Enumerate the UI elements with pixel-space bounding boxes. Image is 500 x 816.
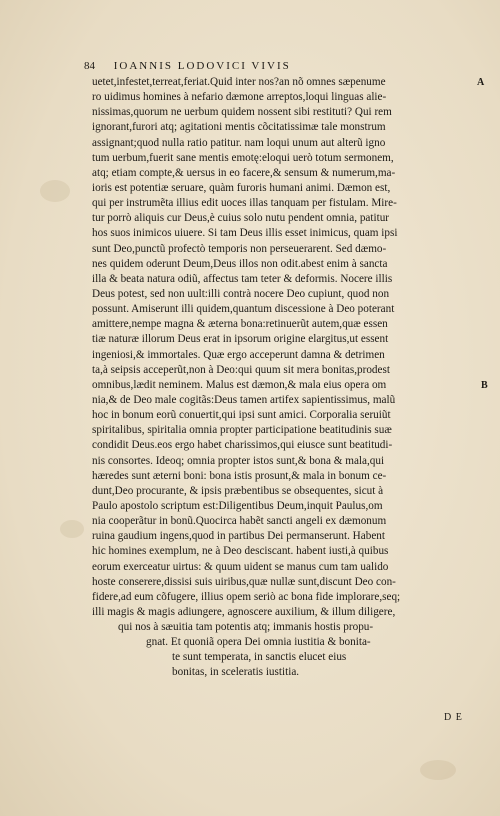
text-line: atq; etiam compte,& uersus in eo facere,& sensum & numerum,ma-: [92, 166, 396, 179]
text-line: ro uidimus homines à nefario dæmone arreptos,loqui linguas alie-: [92, 91, 387, 104]
text-line: ioris est potentiæ seruare, quàm furoris humani animi. Dæmon est,: [92, 181, 391, 194]
text-line: nia cooperãtur in bonũ.Quocirca habẽt sancti angeli ex dæmonum: [92, 515, 387, 528]
text-line: hæredes sunt æterni boni: bona istis prosunt,& mala in bonum ce-: [92, 469, 387, 482]
text-line: te sunt temperata, in sanctis elucet eius: [172, 651, 347, 664]
text-line: ta,à seipsis acceperũt,non à Deo:qui quum sit mera bonitas,prodest: [92, 363, 390, 376]
text-line: tum uerbum,fuerit sane mentis emotę:eloqui uerò totum sermonem,: [92, 151, 394, 164]
text-line: nis consortes. Ideoq; omnia propter istos sunt,& bona & mala,qui: [92, 454, 385, 467]
text-line: illa & beata natura odiũ, affectus tam teter & deformis. Nocere illis: [92, 272, 393, 285]
text-line: spiritalibus, spiritalia omnia propter participatione beatitudinis suæ: [92, 424, 392, 437]
text-line: tiæ naturæ illorum Deus erat in ipsorum origine elargitus,ut essent: [92, 333, 389, 346]
text-line: dunt,Deo procurante, & ipsis præbentibus se obsequentes, sicut à: [92, 484, 384, 497]
text-line: hoste conserere,dissisi suis uiribus,quæ nullæ sunt,discunt Deo con-: [92, 575, 396, 588]
text-line: assignant;quod nulla ratio patitur. nam loqui unum aut alterũ igno: [92, 136, 386, 149]
text-line: hoc in bonum eorũ conuertit,qui ipsi sunt amici. Corporalia seruiũt: [92, 409, 391, 422]
text-line: hos suos inimicos uiuere. Si tam Deus illis esset inimicus, quam ipsi: [92, 227, 398, 240]
text-line: tur porrò aliquis cur Deus,è cuius solo nutu pendent omnia, patitur: [92, 212, 390, 225]
text-line: condidit Deus.eos ergo habet charissimos,qui eiusce sunt beatitudi-: [92, 439, 393, 452]
text-line: nia,& de Deo male cogitãs:Deus tamen artifex sapientissimus, malũ: [92, 393, 396, 406]
text-line: bonitas, in sceleratis iustitia.: [172, 666, 300, 679]
text-line: qui nos à sæuitia tam potentis atq; immanis hostis propu-: [118, 621, 374, 634]
running-title: IOANNIS LODOVICI VIVIS: [113, 60, 291, 72]
text-line: omnibus,lædit neminem. Malus est dæmon,& mala eius opera om: [92, 378, 387, 391]
text-line: nissimas,quorum ne uerbum quidem nossent sibi restituti? Qui rem: [92, 106, 392, 119]
catchword: D E: [444, 712, 463, 723]
text-block: [92, 75, 484, 681]
text-line: hic homines exemplum, ne à Deo desciscant. habent iusti,à quibus: [92, 545, 389, 558]
text-line: ruina gaudium ingens,quod in partibus Dei permanserunt. Habent: [92, 530, 385, 543]
text-line: Deus potest, sed non uult:illi contrà nocere Deo cupiunt, quod non: [92, 287, 390, 300]
running-head: [84, 60, 404, 72]
text-line: fidere,ad eum cõfugere, illius opem seriò ac bona fide implorare,seq;: [92, 590, 401, 603]
margin-note-a: A: [477, 77, 485, 88]
text-line: ingeniosi,& immortales. Quæ ergo acceperunt damna & detrimen: [92, 348, 385, 361]
text-line: qui per instrumẽta illius edit uoces illas tanquam per fistulam. Mire-: [92, 197, 397, 210]
text-line: Paulo apostolo scriptum est:Diligentibus Deum,inquit Paulus,om: [92, 499, 383, 512]
text-line: uetet,infestet,terreat,feriat.Quid inter nos?an nõ omnes sæpenume: [92, 76, 386, 88]
text-line: possunt. Amiserunt illi quidem,quantum discessione à Deo poterant: [92, 303, 395, 316]
page-number: 84: [84, 60, 95, 72]
text-line: eorum exerceatur uirtus: & quum uident se manus cum tam ualido: [92, 560, 389, 573]
text-line: sunt Deo,punctũ profectò temporis non perseuerarent. Sed dæmo-: [92, 242, 387, 255]
text-line: gnat. Et quoniã opera Dei omnia iustitia & bonita-: [146, 636, 371, 649]
margin-note-b: B: [481, 380, 488, 391]
text-line: amittere,nempe magna & æterna bona:retinuerũt autem,quæ essen: [92, 318, 388, 331]
text-line: illi magis & magis adiungere, agnoscere auxilium, & illum diligere,: [92, 605, 396, 618]
text-line: nes quidem oderunt Deum,Deus illos non odit.abest enim à sancta: [92, 257, 388, 270]
text-line: ignorant,furori atq; agitationi mentis cõcitatissimæ tale monstrum: [92, 121, 386, 134]
